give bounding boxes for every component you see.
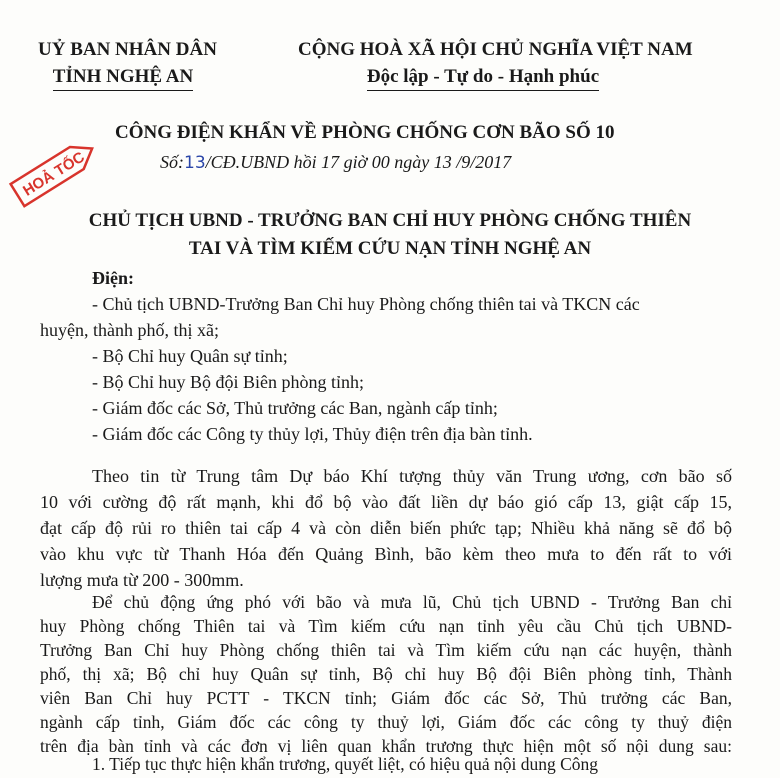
recipient-5: - Giám đốc các Công ty thủy lợi, Thủy điện trên địa bàn tỉnh. <box>92 424 533 444</box>
item-1-start: 1. Tiếp tục thực hiện khẩn trương, quyết liệt, có hiệu quả nội dung Công <box>92 754 599 774</box>
paragraph-2-line-4: phố, thị xã; Bộ chỉ huy Quân sự tỉnh, Bộ chỉ huy Bộ đội Biên phòng tỉnh, Thành <box>40 664 732 684</box>
urgent-stamp <box>0 120 120 210</box>
paragraph-1-line-2: 10 với cường độ rất mạnh, khi đổ bộ vào đất liền dự báo gió cấp 13, giật cấp 15, <box>40 492 732 512</box>
issuing-agency <box>38 36 217 91</box>
stamp-text: HOẢ TỐC <box>20 148 88 200</box>
nation-title: CỘNG HOÀ XÃ HỘI CHỦ NGHĨA VIỆT NAM <box>298 39 693 60</box>
paragraph-1-line-3: đạt cấp độ rủi ro thiên tai cấp 4 và còn diễn biến phức tạp; Nhiều khả năng sẽ đổ bộ <box>40 518 732 538</box>
paragraph-1-line-4: vào khu vực từ Thanh Hóa đến Quảng Bình, bão kèm theo mưa to đến rất to với <box>40 544 732 564</box>
dispatch-number-handwritten: 13 <box>184 153 206 173</box>
paragraph-2-line-7: trên địa bàn tỉnh và các đơn vị liên quan khẩn trương thực hiện một số nội dung sau: <box>40 736 732 756</box>
recipient-1-line-2: huyện, thành phố, thị xã; <box>40 320 219 340</box>
dispatch-title: CÔNG ĐIỆN KHẨN VỀ PHÒNG CHỐNG CƠN BÃO SỐ 10 <box>115 122 615 143</box>
recipient-1-line-1: - Chủ tịch UBND-Trưởng Ban Chỉ huy Phòng chống thiên tai và TKCN các <box>92 294 640 314</box>
agency-line-2: TỈNH NGHỆ AN <box>53 63 193 91</box>
dispatch-number-prefix: Số: <box>160 152 184 172</box>
sender-line-1: CHỦ TỊCH UBND - TRƯỞNG BAN CHỈ HUY PHÒNG CHỐNG THIÊN <box>88 210 692 231</box>
paragraph-2-line-2: huy Phòng chống Thiên tai và Tìm kiếm cứu nạn tỉnh yêu cầu Chủ tịch UBND- <box>40 616 732 636</box>
recipients-heading: Điện: <box>92 268 134 288</box>
dispatch-number <box>160 152 511 173</box>
dispatch-number-suffix: /CĐ.UBND hồi 17 giờ 00 ngày 13 /9/2017 <box>205 152 512 172</box>
recipient-3: - Bộ Chỉ huy Bộ đội Biên phòng tỉnh; <box>92 372 365 392</box>
paragraph-2-line-3: Trưởng Ban Chỉ huy Phòng chống thiên tai và Tìm kiếm cứu nạn các huyện, thành <box>40 640 732 660</box>
paragraph-1-line-5: lượng mưa từ 200 - 300mm. <box>40 570 244 590</box>
nation-motto: Độc lập - Tự do - Hạnh phúc <box>367 63 599 91</box>
paragraph-1-line-1: Theo tin từ Trung tâm Dự báo Khí tượng thủy văn Trung ương, cơn bão số <box>92 466 732 486</box>
recipient-2: - Bộ Chỉ huy Quân sự tỉnh; <box>92 346 288 366</box>
national-header <box>298 36 693 91</box>
agency-line-1: UỶ BAN NHÂN DÂN <box>38 39 217 60</box>
paragraph-2-line-1: Để chủ động ứng phó với bão và mưa lũ, Chủ tịch UBND - Trưởng Ban chỉ <box>92 592 732 612</box>
paragraph-2-line-6: ngành cấp tỉnh, Giám đốc các công ty thuỷ lợi, Giám đốc các công ty thuỷ điện <box>40 712 732 732</box>
recipient-4: - Giám đốc các Sở, Thủ trưởng các Ban, ngành cấp tỉnh; <box>92 398 498 418</box>
paragraph-2-line-5: viên Ban Chỉ huy PCTT - TKCN tỉnh; Giám đốc các Sở, Thủ trưởng các Ban, <box>40 688 732 708</box>
sender-line-2: TAI VÀ TÌM KIẾM CỨU NẠN TỈNH NGHỆ AN <box>188 238 592 259</box>
